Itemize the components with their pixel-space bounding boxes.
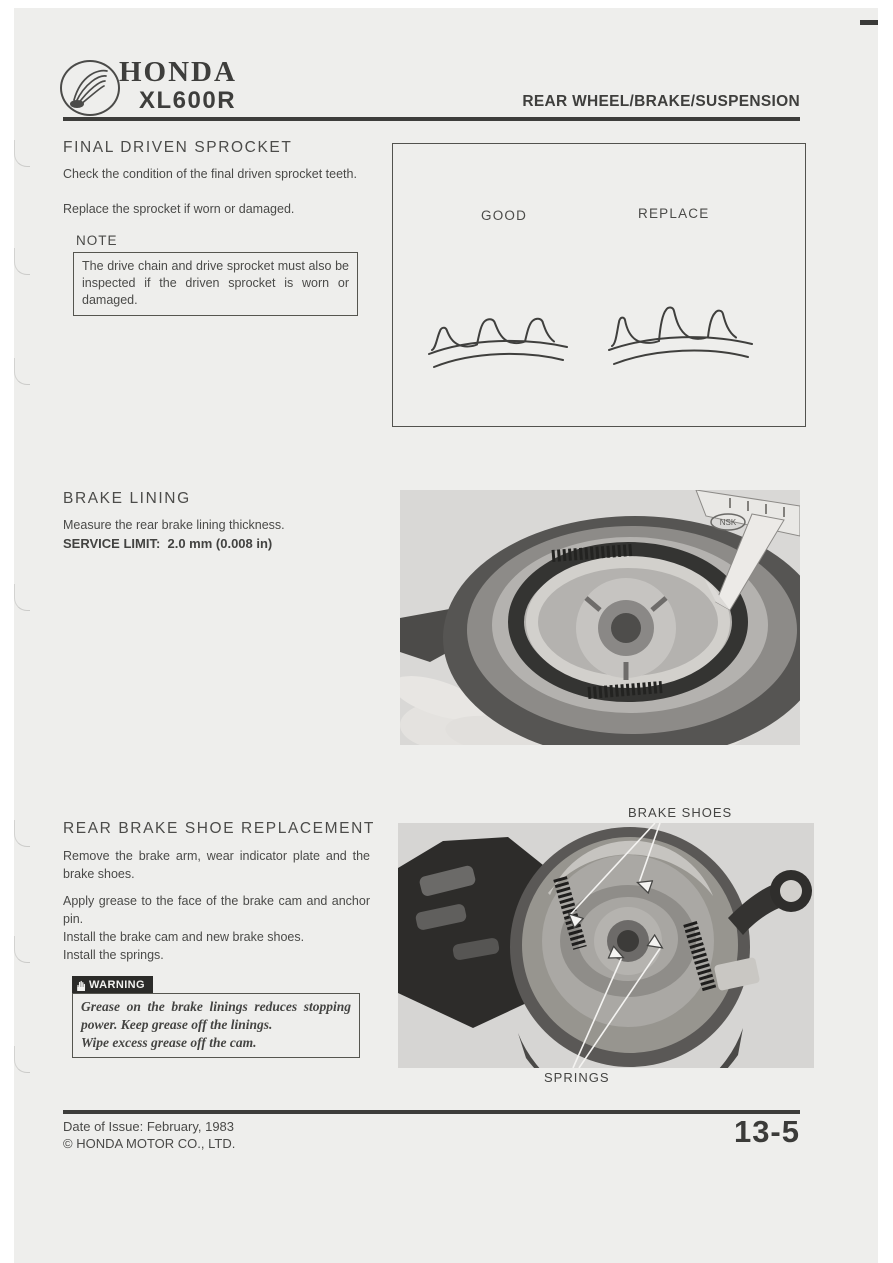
callout-label-brake-shoes: BRAKE SHOES	[628, 805, 733, 820]
brake-lining-measurement-photo	[400, 490, 800, 745]
running-header-title: REAR WHEEL/BRAKE/SUSPENSION	[522, 93, 800, 110]
callout-label-springs: SPRINGS	[544, 1070, 610, 1085]
svg-text:NSK: NSK	[719, 518, 737, 527]
paragraph: Install the springs.	[63, 948, 164, 962]
page-number: 13-5	[733, 1114, 800, 1149]
scan-artifact-dash	[860, 20, 878, 25]
good-sprocket-teeth-drawing	[426, 292, 571, 374]
paragraph: Replace the sprocket if worn or damaged.	[63, 202, 295, 216]
warning-tab-label: WARNING	[89, 979, 145, 991]
service-limit-spec: SERVICE LIMIT: 2.0 mm (0.008 in)	[63, 536, 273, 551]
sprocket-wear-figure	[392, 143, 806, 427]
figure-label-replace: REPLACE	[638, 206, 710, 221]
section-heading-brake-lining: BRAKE LINING	[63, 490, 191, 507]
paragraph: Install the brake cam and new brake shoes.	[63, 930, 305, 944]
paragraph: Remove the brake arm, wear indicator plate and the brake shoes.	[63, 849, 370, 881]
paragraph: Check the condition of the final driven sprocket teeth.	[63, 167, 357, 181]
warning-tab	[72, 976, 153, 994]
header-rule	[63, 117, 800, 121]
paragraph: Apply grease to the face of the brake cam and anchor pin.	[63, 894, 370, 926]
warning-text: Wipe excess grease off the cam.	[81, 1035, 257, 1050]
note-box: The drive chain and drive sprocket must also be inspected if the driven sprocket is worn or damaged.	[73, 252, 358, 316]
section-heading-final-driven-sprocket: FINAL DRIVEN SPROCKET	[63, 139, 293, 156]
note-label: NOTE	[76, 233, 118, 248]
section-heading-rear-brake-shoe-replacement: REAR BRAKE SHOE REPLACEMENT	[63, 820, 375, 837]
worn-sprocket-teeth-drawing	[606, 286, 756, 371]
model-name: XL600R	[139, 87, 237, 114]
honda-logo-oval	[60, 60, 120, 116]
copyright-notice: © HONDA MOTOR CO., LTD.	[63, 1136, 236, 1151]
figure-label-good: GOOD	[481, 208, 528, 223]
date-of-issue: Date of Issue: February, 1983	[63, 1119, 235, 1134]
brand-name: HONDA	[119, 56, 237, 88]
rear-brake-shoe-photo	[398, 823, 814, 1068]
paragraph: Measure the rear brake lining thickness.	[63, 518, 285, 532]
warning-box	[72, 993, 360, 1058]
honda-wing-logo-icon	[62, 62, 118, 114]
warning-hand-icon	[76, 980, 86, 991]
warning-text: Grease on the brake linings reduces stopping power. Keep grease off the linings.	[81, 999, 351, 1032]
